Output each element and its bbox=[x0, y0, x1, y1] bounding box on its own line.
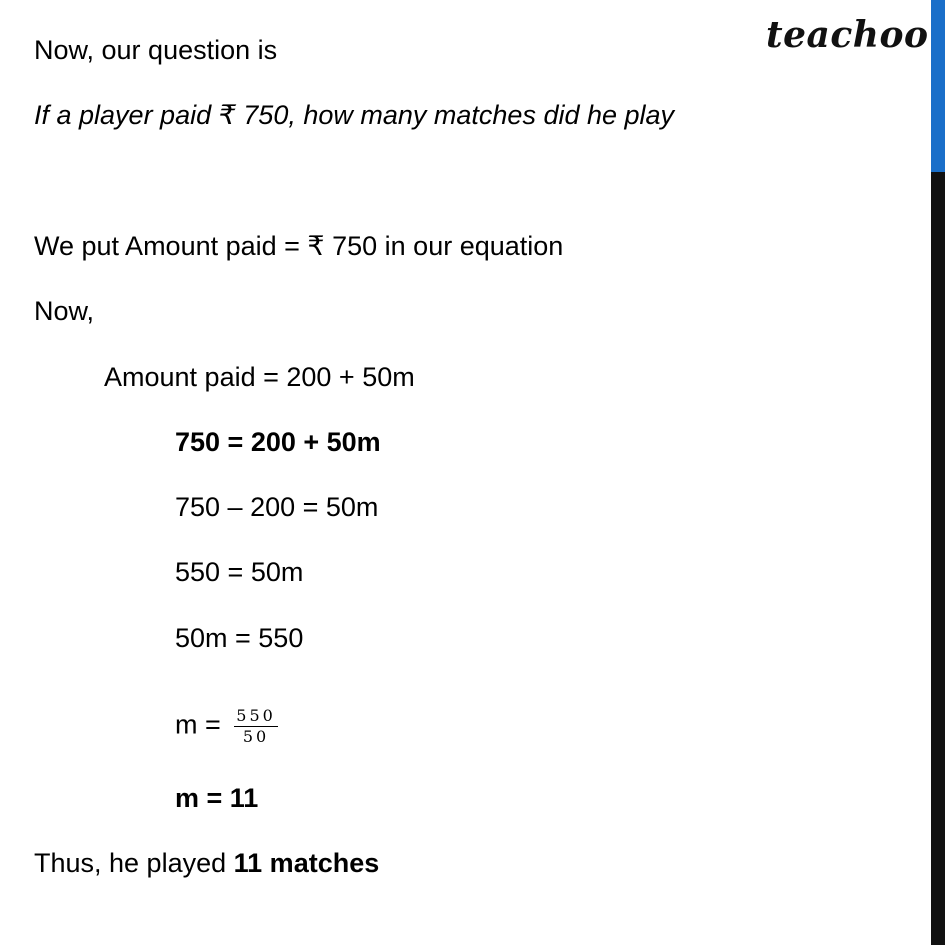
fraction-denominator: 50 bbox=[242, 727, 270, 746]
question-line: If a player paid ₹ 750, how many matches did he play bbox=[34, 100, 675, 130]
conclusion-line bbox=[34, 846, 379, 880]
right-rail-accent bbox=[931, 0, 945, 172]
step-simplify: 550 = 50m bbox=[175, 557, 304, 587]
step-swap: 50m = 550 bbox=[175, 623, 304, 653]
now-line: Now, bbox=[34, 296, 95, 326]
conclusion-answer: 11 matches bbox=[233, 848, 380, 878]
fraction-numerator: 550 bbox=[236, 706, 276, 725]
step-equation: Amount paid = 200 + 50m bbox=[104, 362, 415, 392]
step-subtract: 750 – 200 = 50m bbox=[175, 492, 379, 522]
intro-line: Now, our question is bbox=[34, 35, 278, 65]
conclusion-prefix: Thus, he played bbox=[34, 848, 227, 878]
fraction bbox=[234, 706, 278, 747]
substitution-line: We put Amount paid = ₹ 750 in our equation bbox=[34, 231, 564, 261]
step-result: m = 11 bbox=[175, 783, 259, 813]
step-fraction bbox=[175, 706, 278, 747]
teachoo-logo: teachoo bbox=[766, 14, 929, 56]
fraction-prefix: m = bbox=[175, 709, 221, 740]
step-substituted: 750 = 200 + 50m bbox=[175, 427, 381, 457]
